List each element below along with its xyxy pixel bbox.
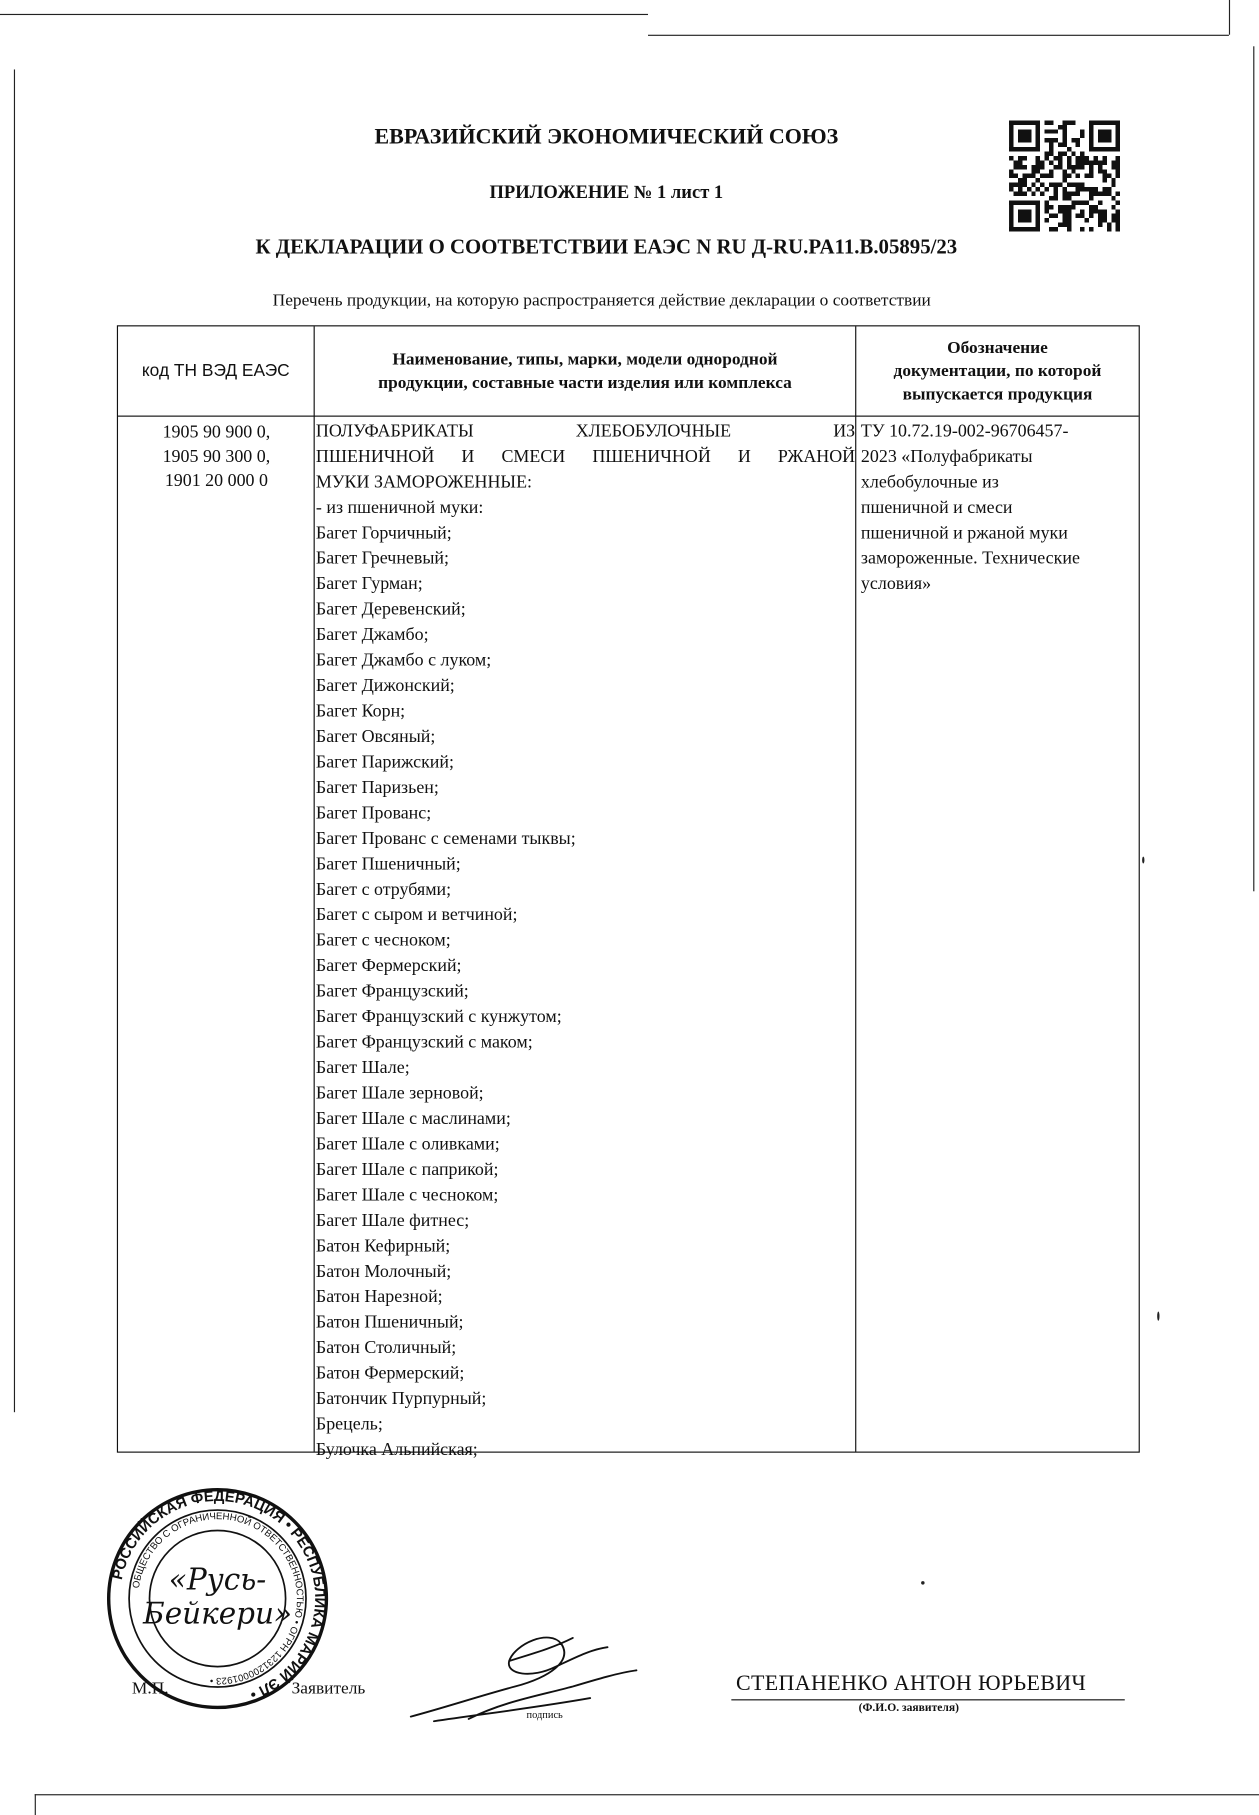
product-heading-line: ПШЕНИЧНОЙ И СМЕСИ ПШЕНИЧНОЙ И РЖАНОЙ [315, 446, 856, 467]
declaration-title: К ДЕКЛАРАЦИИ О СООТВЕТСТВИИ ЕАЭС N RU Д-RU.PA11.B.05895/23 [255, 234, 958, 259]
codes-cell [118, 420, 315, 493]
doc-line: пшеничной и ржаной муки [860, 523, 1068, 543]
applicant-name: СТЕПАНЕНКО АНТОН ЮРЬЕВИЧ [735, 1671, 1087, 1696]
product-item: Багет с отрубями; [315, 879, 452, 900]
scan-edge-top-right [648, 35, 1229, 36]
scan-edge-bottom [35, 1794, 1259, 1795]
doc-line: условия» [860, 574, 932, 594]
col-header-doc [856, 326, 1138, 415]
col-header-name-line: Наименование, типы, марки, модели однородной [392, 350, 778, 369]
product-item: Багет Дижонский; [315, 675, 455, 696]
product-item: Батон Кефирный; [315, 1236, 451, 1256]
product-item: Багет Овсяный; [315, 726, 436, 747]
product-item: Багет Гречневый; [315, 548, 449, 569]
appendix-title: ПРИЛОЖЕНИЕ № 1 лист 1 [489, 182, 724, 203]
product-item: Багет Паризьен; [315, 777, 439, 798]
product-item: Багет Деревенский; [315, 599, 466, 620]
col-header-code: код ТН ВЭД ЕАЭС [141, 360, 290, 381]
scan-dot [1157, 1311, 1159, 1320]
product-item: Багет Парижский; [315, 752, 454, 773]
product-item: Багет Шале с маслинами; [315, 1108, 511, 1129]
scan-edge-bottom-left [35, 1794, 36, 1815]
product-item: Батон Фермерский; [315, 1363, 465, 1384]
qr-code-icon [1009, 117, 1120, 235]
name-caption: (Ф.И.О. заявителя) [858, 1701, 960, 1715]
product-item: Багет с чесноком; [315, 930, 451, 951]
product-item: Багет Французский с кунжутом; [315, 1007, 562, 1027]
doc-line: замороженные. Технические [860, 548, 1080, 569]
product-item: - из пшеничной муки: [315, 497, 484, 518]
signature [399, 1615, 648, 1731]
col-header-doc-line: документации, по которой [893, 361, 1102, 381]
product-table [117, 325, 1140, 1460]
product-heading-line: МУКИ ЗАМОРОЖЕННЫЕ: [315, 472, 533, 492]
seal-name-line2: Бейкери» [143, 1596, 293, 1631]
product-item: Батон Столичный; [315, 1338, 457, 1358]
code-line: 1905 90 300 0, [162, 446, 271, 467]
code-line: 1905 90 900 0, [162, 422, 271, 443]
product-item: Батон Молочный; [315, 1261, 452, 1282]
product-item: Багет Пшеничный; [315, 854, 461, 874]
scan-dot [921, 1581, 924, 1584]
name-underline [731, 1699, 1124, 1700]
product-item: Багет Гурман; [315, 574, 423, 594]
doc-line: ТУ 10.72.19-002-96706457- [860, 421, 1069, 442]
product-item: Багет Шале с паприкой; [315, 1159, 499, 1180]
product-item: Багет Горчичный; [315, 523, 452, 543]
products-cell [316, 419, 855, 1463]
doc-line: хлебобулочные из [860, 472, 999, 492]
product-item: Багет Фермерский; [315, 956, 462, 976]
code-line: 1901 20 000 0 [164, 471, 268, 491]
product-item: Багет с сыром и ветчиной; [315, 905, 518, 925]
col-header-doc-line: выпускается продукция [902, 384, 1093, 404]
seal-outer-text: РОССИЙСКАЯ ФЕДЕРАЦИЯ • РЕСПУБЛИКА МАРИЙ ЭЛ • [109, 1488, 328, 1703]
col-header-name [315, 326, 855, 415]
product-item: Багет Джамбо с луком; [315, 650, 492, 671]
product-item: Багет Корн; [315, 701, 406, 722]
column-divider [855, 326, 856, 1451]
org-title: ЕВРАЗИЙСКИЙ ЭКОНОМИЧЕСКИЙ СОЮЗ [374, 125, 839, 150]
product-item: Багет Французский; [315, 981, 469, 1002]
scan-edge-right-side [1253, 46, 1254, 891]
product-item: Багет Джамбо; [315, 625, 429, 645]
product-item: Батон Нарезной; [315, 1287, 443, 1307]
scan-edge-top [0, 14, 648, 15]
product-item: Багет Шале зерновой; [315, 1083, 484, 1104]
product-item: Багет Шале; [315, 1057, 410, 1078]
doc-line: 2023 «Полуфабрикаты [860, 446, 1033, 467]
product-item: Брецель; [315, 1414, 383, 1435]
product-item: Багет Французский с маком; [315, 1032, 533, 1053]
seal-inner-text: ОБЩЕСТВО С ОГРАНИЧЕННОЙ ОТВЕТСТВЕННОСТЬЮ • ОГРН 1231200001923 • [130, 1511, 305, 1686]
product-item: Батон Пшеничный; [315, 1312, 464, 1333]
seal-name-line1: «Русь- [168, 1562, 267, 1597]
product-item: Багет Шале с оливками; [315, 1134, 500, 1155]
product-item: Багет Прованс; [315, 803, 432, 824]
signature-caption: подпись [526, 1708, 563, 1721]
column-divider [314, 326, 315, 1451]
col-header-name-line: продукции, составные части изделия или комплекса [378, 373, 792, 392]
stamp-label: М.П. [131, 1679, 169, 1699]
doc-cell [861, 419, 1136, 597]
scan-edge-left [14, 69, 15, 1412]
product-item: Батончик Пурпурный; [315, 1389, 487, 1409]
product-heading-line: ПОЛУФАБРИКАТЫ ХЛЕБОБУЛОЧНЫЕ ИЗ [315, 421, 856, 442]
product-item: Багет Шале с чесноком; [315, 1185, 499, 1205]
company-seal [104, 1485, 331, 1712]
product-item: Булочка Альпийская; [315, 1439, 478, 1460]
intro-text: Перечень продукции, на которую распространяется действие декларации о соответствии [272, 291, 931, 311]
applicant-label: Заявитель [291, 1679, 366, 1699]
header-divider [118, 416, 1139, 417]
col-header-doc-line: Обозначение [947, 338, 1048, 358]
doc-line: пшеничной и смеси [860, 497, 1013, 518]
product-item: Багет Шале фитнес; [315, 1210, 470, 1231]
product-item: Багет Прованс с семенами тыквы; [315, 828, 576, 849]
scan-dot [1142, 857, 1144, 864]
scan-edge-right [1229, 0, 1230, 35]
